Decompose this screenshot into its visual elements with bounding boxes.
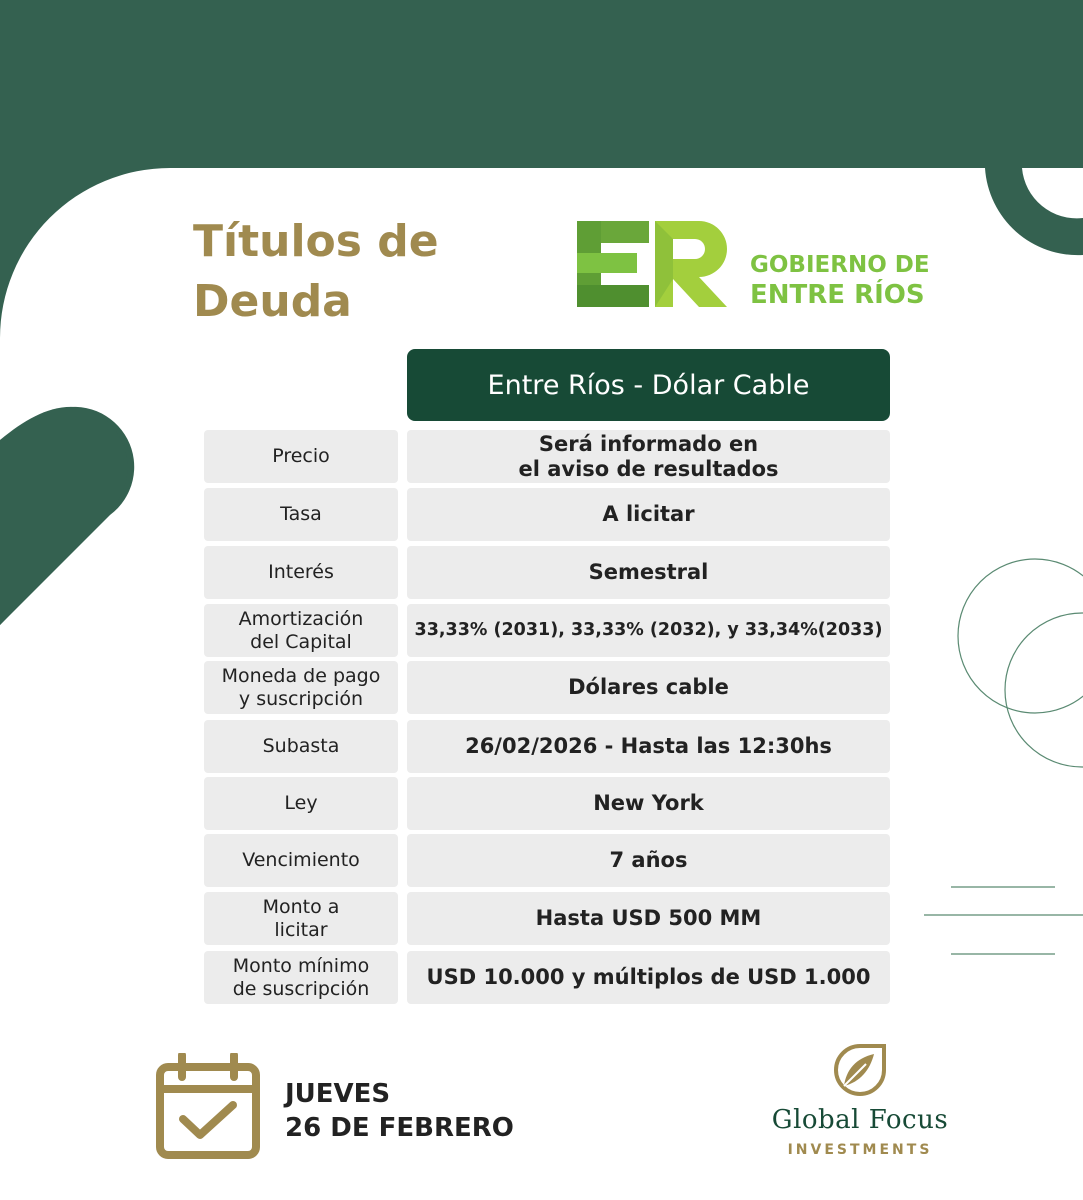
row-value-ley: New York — [407, 777, 890, 830]
event-day: JUEVES — [285, 1079, 391, 1109]
row-value-monto-minimo: USD 10.000 y múltiplos de USD 1.000 — [407, 951, 890, 1004]
row-label-monto-licitar: Monto a licitar — [204, 892, 398, 945]
row-label-amortizacion: Amortización del Capital — [204, 604, 398, 657]
row-label-subasta: Subasta — [204, 720, 398, 773]
title-line1: Títulos de — [193, 216, 439, 267]
leaf-circle-icon — [832, 1042, 888, 1098]
gov-entre-rios-text — [750, 250, 970, 310]
row-label-monto-minimo: Monto mínimo de suscripción — [204, 951, 398, 1004]
entre-rios-logo — [577, 221, 729, 307]
row-value-subasta: 26/02/2026 - Hasta las 12:30hs — [407, 720, 890, 773]
brand-subtitle: INVESTMENTS — [787, 1142, 933, 1158]
row-value-moneda: Dólares cable — [407, 661, 890, 714]
row-label-vencimiento: Vencimiento — [204, 834, 398, 887]
calendar-check-icon — [155, 1053, 261, 1159]
row-value-vencimiento: 7 años — [407, 834, 890, 887]
row-value-precio: Será informado en el aviso de resultados — [407, 430, 890, 483]
row-label-moneda: Moneda de pago y suscripción — [204, 661, 398, 714]
page-title — [193, 212, 523, 332]
event-date — [285, 1077, 514, 1145]
title-line2: Deuda — [193, 276, 352, 327]
row-label-interes: Interés — [204, 546, 398, 599]
row-value-amortizacion: 33,33% (2031), 33,33% (2032), y 33,34%(2033) — [407, 604, 890, 657]
gov-line2: ENTRE RÍOS — [750, 280, 925, 310]
row-value-interes: Semestral — [407, 546, 890, 599]
row-label-tasa: Tasa — [204, 488, 398, 541]
brand-name: Global Focus — [771, 1105, 949, 1135]
row-label-ley: Ley — [204, 777, 398, 830]
row-value-tasa: A licitar — [407, 488, 890, 541]
event-date-text: 26 DE FEBRERO — [285, 1113, 514, 1143]
table-heading: Entre Ríos - Dólar Cable — [407, 349, 890, 421]
gov-line1: GOBIERNO DE — [750, 252, 930, 278]
row-label-precio: Precio — [204, 430, 398, 483]
row-value-monto-licitar: Hasta USD 500 MM — [407, 892, 890, 945]
